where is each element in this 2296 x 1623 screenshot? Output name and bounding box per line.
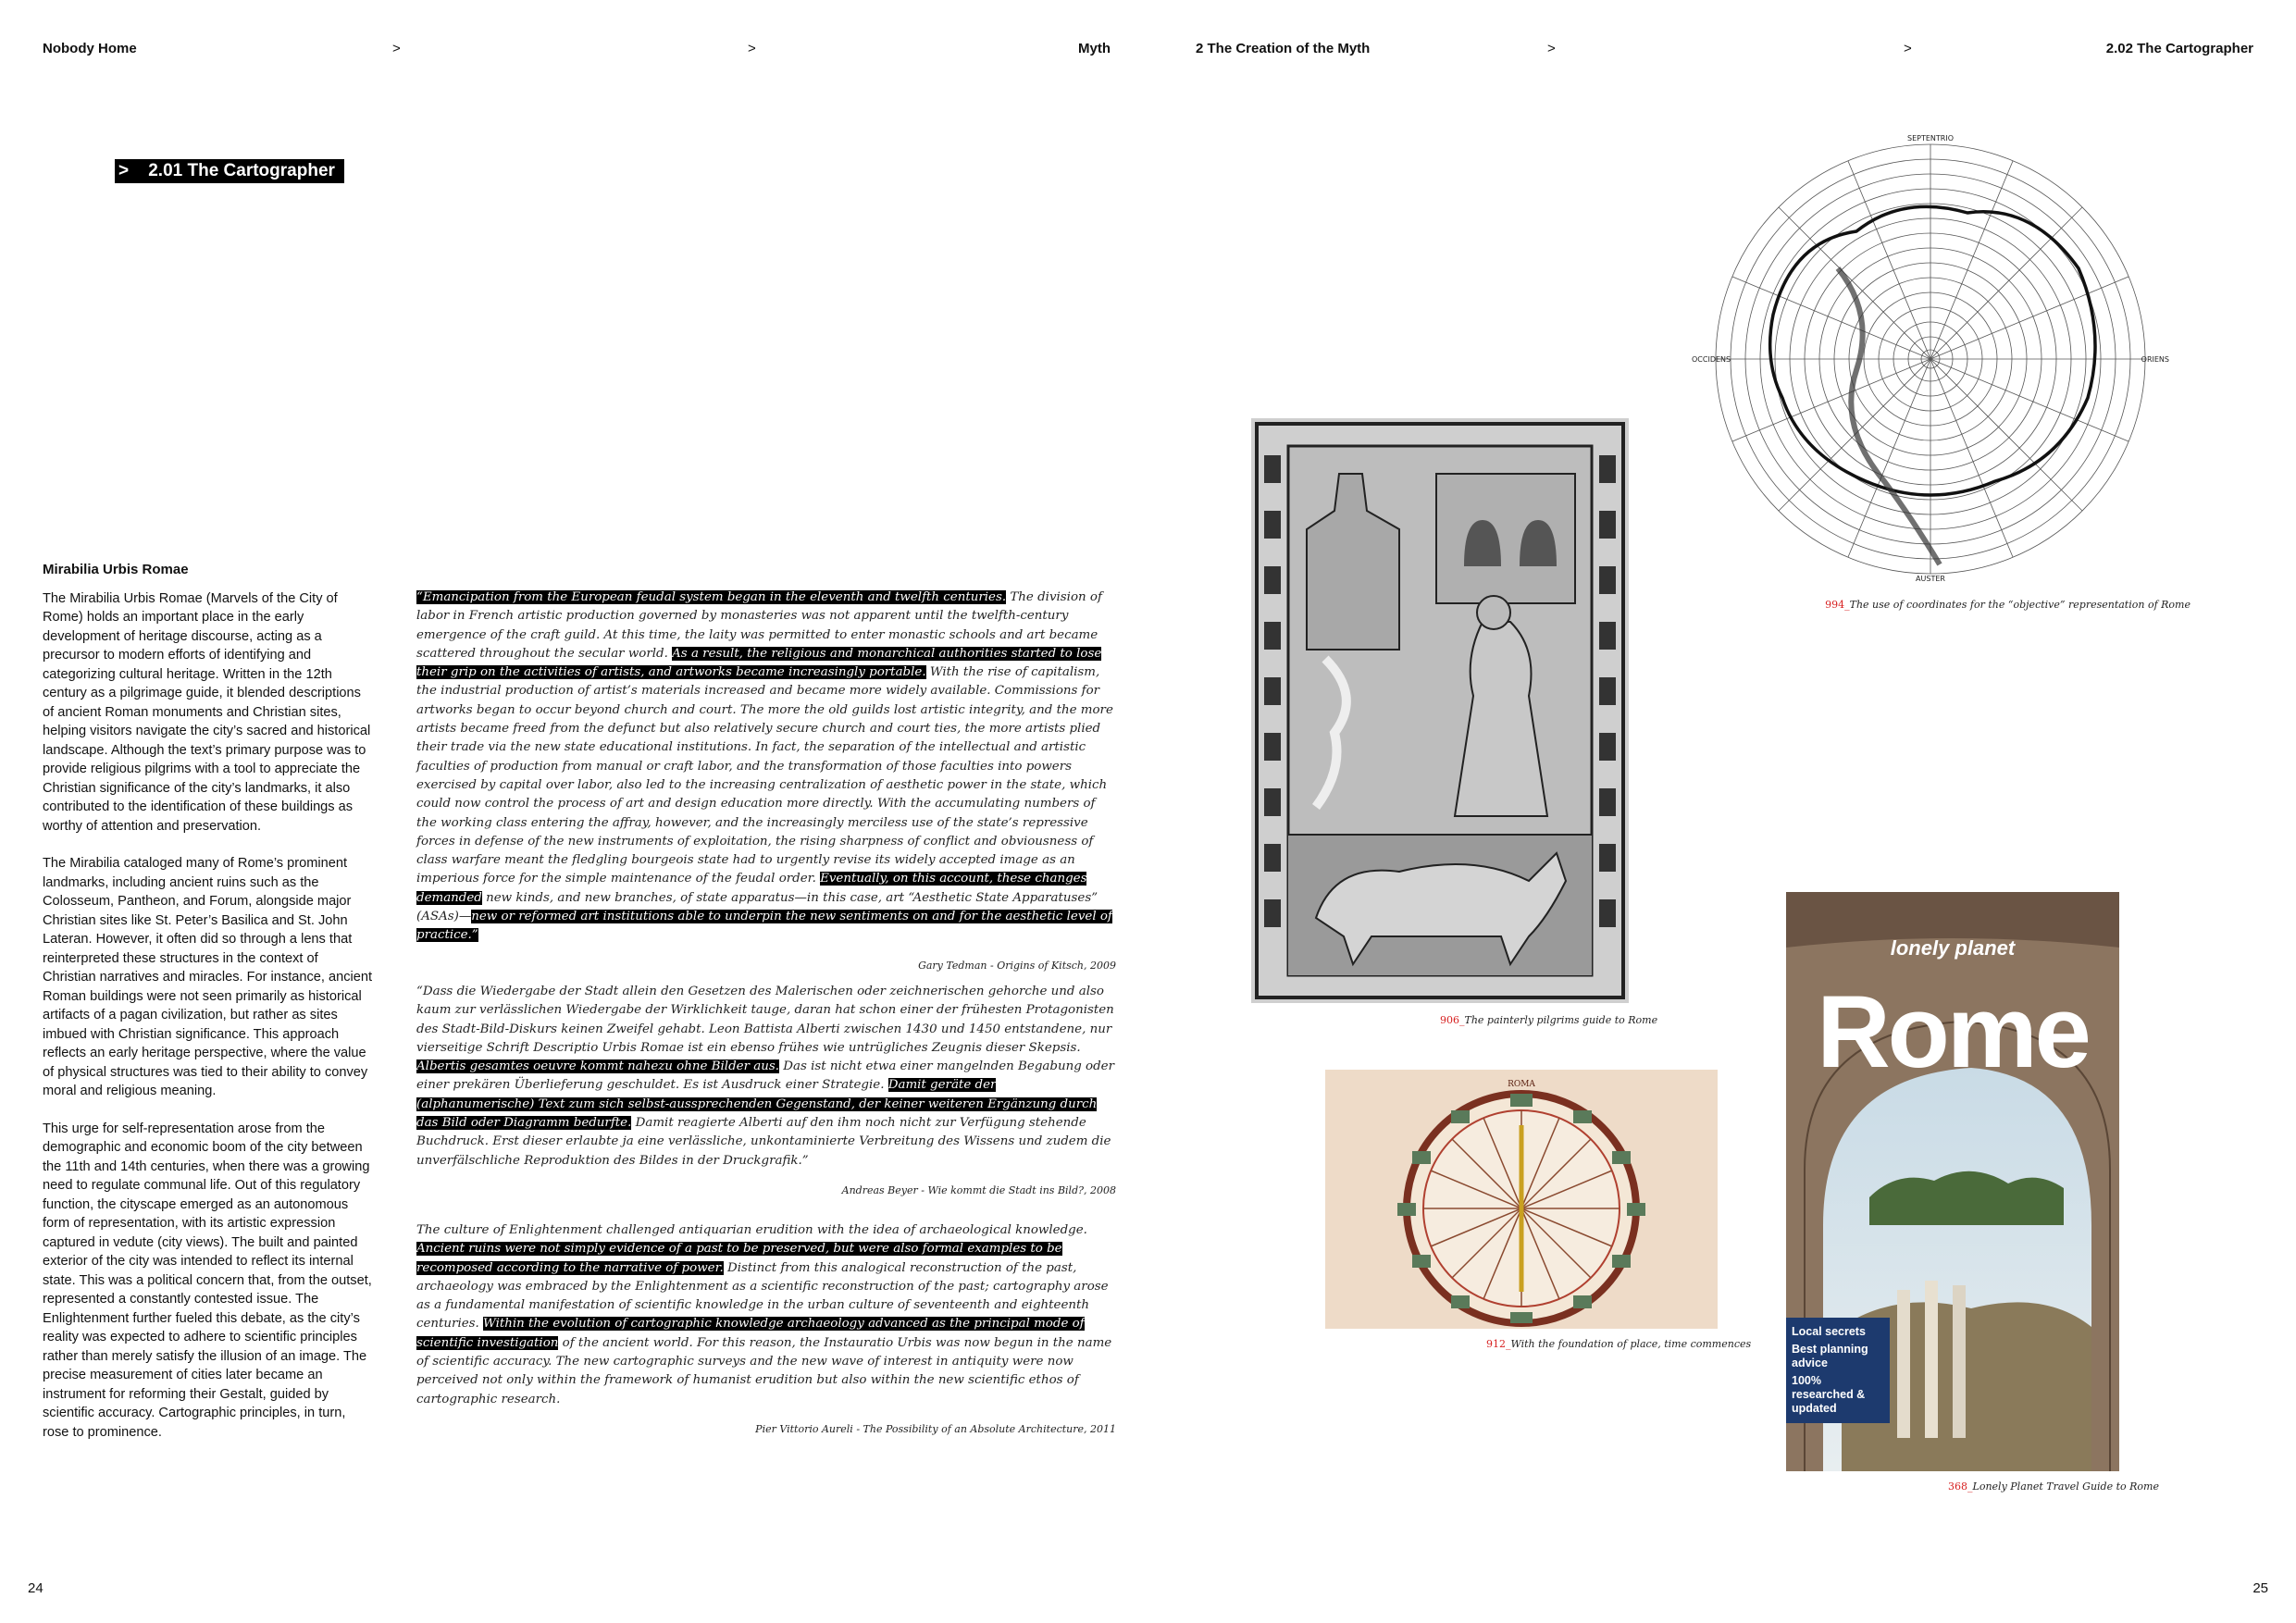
quote-highlight: Damit geräte der (alphanumerische) Text zum sich selbst-aussprechenden Gegenstand, der keiner weiteren Ergänzung durch das Bild oder Diagramm bedurfte.	[416, 1078, 1098, 1131]
wheel-title: ROMA	[1508, 1080, 1535, 1089]
figure-caption-book	[1948, 1481, 2159, 1493]
section-tag	[115, 159, 344, 183]
book-title: Rome	[1817, 975, 2089, 1089]
woodcut-illustration	[1251, 418, 1629, 1003]
body-paragraph: This urge for self-representation arose from the demographic and economic boom of the city between the 11th and 14th centuries, when there was a growing need to regulate communal life. Out of this regulatory function, the cityscape emerged as an autonomous form of representation, with its artistic expression captured in vedute (city views). The built and painted exterior of the city was intended to reflect its internal state. This was a political concern that, from the outset, represented a constantly contested issue. The Enlightenment further fueled this debate, as the city’s reality was expected to adhere to scientific principles rather than merely satisfy the illusion of an image. The precise measurement of cities later became an instrument for reforming their Gestalt, guided by scientific accuracy. Cartographic principles, in turn, rose to prominence.	[43, 1121, 372, 1440]
quote-highlight: As a result, the religious and monarchical authorities started to lose their grip on the activities of artists, and artworks became increasingly portable.	[416, 646, 1102, 680]
running-head-separator: >	[392, 41, 401, 56]
quote-citation: Andreas Beyer - Wie kommt die Stadt ins Bild?, 2008	[841, 1183, 1116, 1196]
quote-segment: Das ist nicht etwa einer mangelnden Begabung oder einer prekären Überlieferung geschuldet. Es ist Ausdruck einer Strategie.	[416, 1059, 1114, 1093]
quote-segment: The division of labor in French artistic production governed by monasteries was not apparent until the twelfth-century emergence of the craft guild. At this time, the laity was permitted to enter monastic schools and art became scattered throughout the secular world.	[416, 590, 1102, 661]
figure-caption-woodcut	[1440, 1014, 1657, 1026]
map-label-top: SEPTENTRIO	[1907, 134, 1954, 142]
quote-segment: Distinct from this analogical reconstruction of the past, archaeology was embraced by the Enlightenment as a scientific reconstruction of the past; cartography arose as a fundamental manifestation of scientific knowledge in the urban culture of seventeenth and eighteenth centuries.	[416, 1260, 1109, 1332]
body-heading: Mirabilia Urbis Romae	[43, 562, 189, 577]
quote-text	[416, 983, 1116, 1171]
page-number-right: 25	[2253, 1580, 2268, 1596]
polar-map-image	[1690, 130, 2171, 583]
book-badge-line: 100% researched & updated	[1792, 1374, 1866, 1415]
running-head-separator: >	[1904, 41, 1912, 56]
page-number-left: 24	[28, 1580, 43, 1596]
body-paragraph: The Mirabilia Urbis Romae (Marvels of the City of Rome) holds an important place in the early development of heritage discourse, acting as a precursor to modern efforts of identifying and categorizing cultural heritage. Written in the 12th century as a pilgrimage guide, it blended descriptions of ancient Roman monuments and Christian sites, helping visitors navigate the city’s sacred and historical landscape. Although the text’s primary purpose was to provide religious pilgrims with a tool to appreciate the Christian significance of the city’s landmarks, it also contributed to the identification of these buildings as worthy of attention and preservation.	[43, 590, 371, 834]
quote-highlight: new or reformed art institutions able to underpin the new sentiments on and for the aesthetic level of practice.”	[416, 910, 1112, 943]
book-badge-line: Local secrets	[1792, 1325, 1866, 1338]
book-badge	[1786, 1318, 1890, 1423]
quote-highlight: Within the evolution of cartographic knowledge archaeology advanced as the principal mode of scientific investigation	[416, 1317, 1085, 1350]
running-head-subchapter: 2.02 The Cartographer	[2105, 41, 2253, 56]
quote-segment: of the ancient world. For this reason, the Instauratio Urbis was now begun in the name of scientific accuracy. The new cartographic surveys and the new wave of interest in antiquity were now perceived not only within the framework of humanist erudition but also within the new scientific ethos of cartographic research.	[416, 1335, 1112, 1406]
figure-number: 994_	[1825, 599, 1850, 611]
book-cover-image	[1786, 892, 2119, 1471]
quote-block	[416, 588, 1116, 975]
figure-caption-text: Lonely Planet Travel Guide to Rome	[1972, 1481, 2159, 1493]
section-label: 2.01 The Cartographer	[148, 161, 335, 180]
figure-number: 912_	[1486, 1338, 1511, 1350]
map-label-bottom: AUSTER	[1916, 575, 1945, 583]
figure-number: 906_	[1440, 1014, 1465, 1026]
figure-caption-map	[1825, 599, 2191, 611]
body-column	[43, 561, 374, 1460]
book-brand: lonely planet	[1890, 936, 2016, 960]
figure-number: 368_	[1948, 1481, 1973, 1493]
quote-segment: Damit reagierte Alberti auf den ihm noch nicht zur Verfügung stehende Buchdruck. Erst dieser erlaubte ja eine verlässliche, unkontaminierte Verbreitung des Wissens und zudem die unverfälschliche Reproduktion des Bildes in der Druckgrafik.”	[416, 1116, 1111, 1168]
quote-block	[416, 1221, 1116, 1439]
quote-segment: new kinds, and new branches, of state apparatus—in this case, art “Aesthetic State Apparatuses” (ASAs)—	[416, 890, 1098, 924]
quote-highlight: “Emancipation from the European feudal system began in the eleventh and twelfth centuries.	[416, 590, 1007, 604]
quote-citation: Gary Tedman - Origins of Kitsch, 2009	[918, 959, 1116, 972]
wheel-map-image	[1325, 1070, 1718, 1329]
body-paragraph: The Mirabilia cataloged many of Rome’s prominent landmarks, including ancient ruins such as the Colosseum, Pantheon, and Forum, alongside major Christian sites like St. Peter’s Basilica and St. John Lateran. However, it often did so through a lens that reinterpreted these structures in the context of Christian narratives and miracles. For instance, ancient Roman buildings were not seen primarily as historical artifacts of a pagan civilization, but rather as sites imbued with Christian significance. This approach reflects an early heritage perspective, where the value of physical structures was tied to their ability to convey moral and religious meaning.	[43, 856, 373, 1098]
map-label-right: ORIENS	[2141, 355, 2169, 364]
quote-segment: “Dass die Wiedergabe der Stadt allein den Gesetzen des Malerischen oder zeichnerischen gehorche und also kaum zur verlässlichen Wiedergabe der Wirklichkeit tauge, daran hat schon einer der frühesten Protagonisten des Stadt-Bild-Diskurs keinen Zweifel gehabt. Leon Battista Alberti zwischen 1430 und 1450 entstandene, nur vierseitige Schrift Descriptio Urbis Romae ist ein ebenso frühes wie untrügliches Zeugnis dieser Skepsis.	[416, 985, 1114, 1055]
figure-caption-text: The use of coordinates for the “objective” representation of Rome	[1849, 599, 2191, 611]
running-head-separator: >	[1547, 41, 1556, 56]
running-head-title: Nobody Home	[43, 41, 137, 56]
figure-caption-text: The painterly pilgrims guide to Rome	[1464, 1014, 1658, 1026]
running-head-myth: Myth	[1078, 41, 1111, 56]
polar-map-illustration	[1690, 130, 2171, 583]
figure-caption-wheel	[1486, 1338, 1751, 1350]
figure-caption-text: With the foundation of place, time commences	[1510, 1338, 1752, 1350]
quote-highlight: Albertis gesamtes oeuvre kommt nahezu ohne Bilder aus.	[416, 1059, 779, 1074]
woodcut-image	[1251, 418, 1629, 1003]
quote-segment: With the rise of capitalism, the industrial production of artist’s materials increased and became more widely available. Commissions for artworks began to occur beyond church and court. The more the old guilds lost artistic integrity, and the more artists became freed from the defunct but also relatively secure church and court ties, the more artists plied their trade via the new state educational institutions. In fact, the separation of the intellectual and artistic faculties of production from manual or craft labor, and the transformation of those faculties into powers exercised by capital over labor, also led to the increasing centralization of aesthetic power in the state, which could now control the process of art and design education more directly. With the accumulating numbers of the working class entering the affray, however, and the increasingly merciless use of the state’s repressive forces in defense of the new instruments of exploitation, the rising sharpness of conflict and obviousness of class warfare meant the fledgling bourgeois state had to urgently revise its widely accepted image as an imperious force for the simple maintenance of the feudal order.	[416, 665, 1113, 886]
book-badge-line: Best planning advice	[1792, 1343, 1868, 1369]
wheel-map-illustration	[1325, 1070, 1718, 1329]
quote-text	[416, 588, 1116, 946]
map-label-left: OCCIDENS	[1692, 355, 1731, 364]
running-head-separator: >	[748, 41, 756, 56]
quote-text	[416, 1221, 1116, 1409]
section-arrow: >	[118, 161, 130, 180]
quote-highlight: Eventually, on this account, these changes demanded	[416, 872, 1087, 905]
running-head-chapter: 2 The Creation of the Myth	[1196, 41, 1371, 56]
quote-citation: Pier Vittorio Aureli - The Possibility of an Absolute Architecture, 2011	[755, 1422, 1116, 1435]
quote-segment: The culture of Enlightenment challenged antiquarian erudition with the idea of archaeological knowledge.	[416, 1223, 1087, 1237]
quote-block	[416, 983, 1116, 1200]
quote-highlight: Ancient ruins were not simply evidence of a past to be preserved, but were also formal examples to be recomposed according to the narrative of power.	[416, 1242, 1062, 1275]
